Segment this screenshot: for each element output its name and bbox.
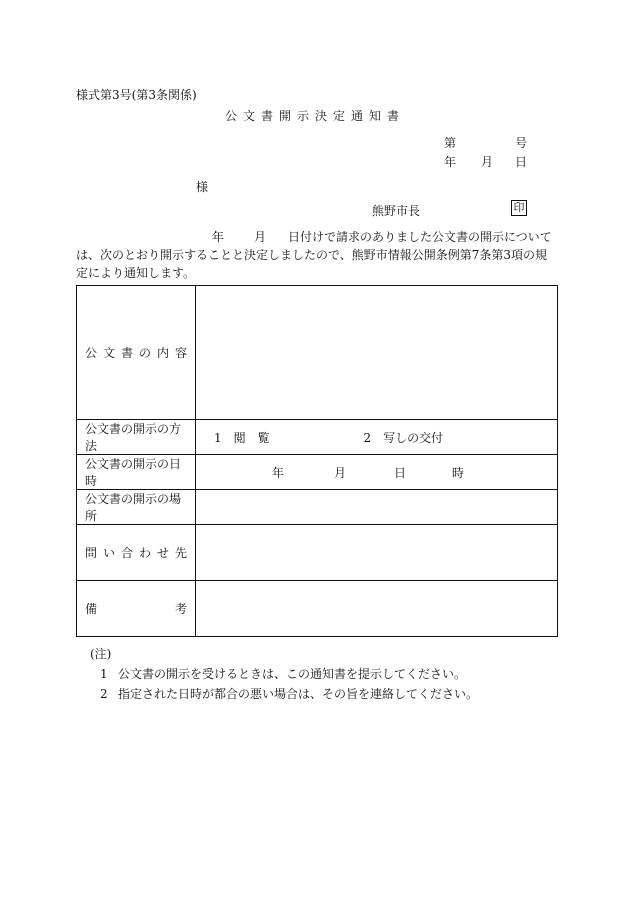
datetime-month: 月: [334, 466, 347, 480]
body-month: 月: [254, 230, 267, 244]
notice-body: [76, 228, 556, 282]
datetime-label: 公文書の開示の日時: [77, 455, 196, 490]
table-row: [77, 525, 558, 581]
datetime-value: [196, 455, 558, 490]
option-number: 1: [214, 430, 222, 445]
issue-date-month: 月: [481, 155, 494, 169]
note-number: 2: [100, 687, 108, 701]
remarks-label: 備考: [77, 581, 196, 637]
seal-stamp: 印: [511, 200, 527, 216]
issue-date-year: 年: [444, 155, 457, 169]
method-label: 公文書の開示の方法: [77, 420, 196, 455]
table-row: [77, 455, 558, 490]
option-number: 2: [363, 430, 372, 445]
place-value: [196, 490, 558, 525]
table-row: [77, 286, 558, 420]
disclosure-table: [76, 285, 558, 637]
form-number: 様式第3号(第3条関係): [76, 88, 197, 102]
content-value: [196, 286, 558, 420]
datetime-day: 日: [394, 466, 407, 480]
datetime-hour: 時: [452, 466, 465, 480]
table-row: [77, 420, 558, 455]
table-row: [77, 490, 558, 525]
option-label: 閲 覧: [233, 430, 270, 445]
note-text: 公文書の開示を受けるときは、この通知書を提示してください。: [118, 667, 467, 681]
issue-number-label: 第: [444, 136, 457, 150]
note-item: [100, 665, 466, 682]
contact-label: 問い合わせ先: [77, 525, 196, 581]
method-option-copy: [363, 429, 443, 446]
addressee-suffix: 様: [196, 180, 209, 194]
place-label: 公文書の開示の場所: [77, 490, 196, 525]
note-text: 指定された日時が都合の悪い場合は、その旨を連絡してください。: [118, 687, 479, 701]
body-year: 年: [212, 230, 225, 244]
note-number: 1: [100, 667, 108, 681]
issuer-name: 熊野市長: [372, 204, 421, 218]
issue-number-suffix: 号: [515, 136, 528, 150]
content-label: 公文書の内容: [77, 286, 196, 420]
document-title: 公文書開示決定通知書: [224, 109, 405, 123]
notes-heading: (注): [90, 647, 112, 661]
table-row: [77, 581, 558, 637]
body-text: 日付けで請求のありました公文書の開示については、次のとおり開示することと決定しましたので、熊野市情報公開条例第7条第3項の規定により通知します。: [76, 230, 552, 280]
issue-date-day: 日: [515, 155, 528, 169]
method-option-view: [214, 429, 270, 446]
contact-value: [196, 525, 558, 581]
option-label: 写しの交付: [383, 430, 444, 445]
datetime-year: 年: [272, 466, 285, 480]
note-item: [100, 685, 478, 702]
remarks-value: [196, 581, 558, 637]
method-value: [196, 420, 558, 455]
